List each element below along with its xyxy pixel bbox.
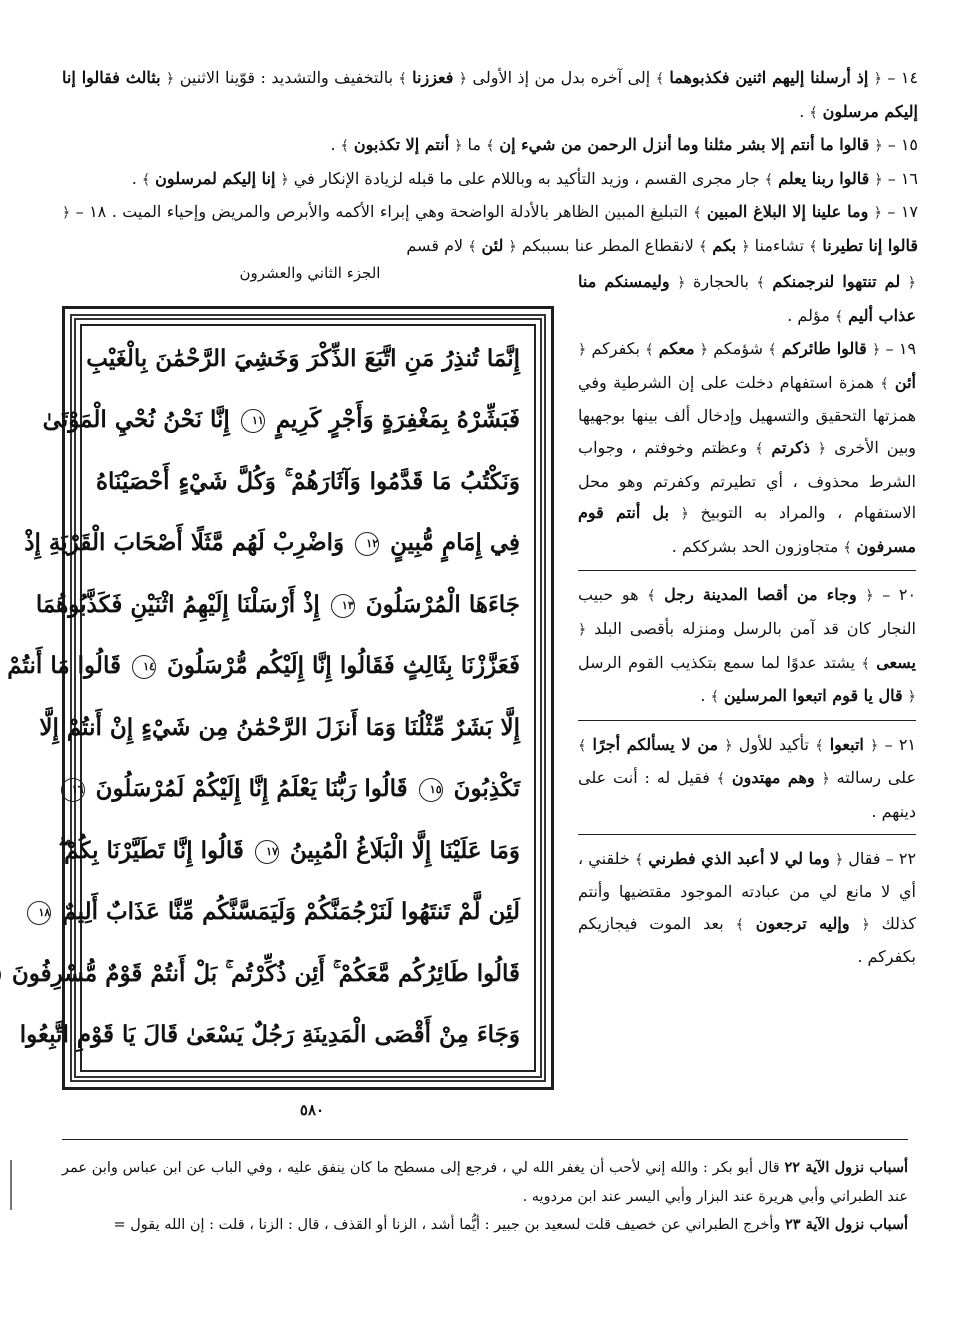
commentary-verse-14: ١٤ – ﴿ إذ أرسلنا إليهم اثنين فكذبوهما ﴾ إلى آخره بدل من إذ الأولى ﴿ فعززنا ﴾ بالتخفيف والتشديد : قوّينا الاثنين ﴿ بثالث فقالوا إنا إليكم مرسلون ﴾ . xyxy=(62,68,919,121)
quran-line: وَجَاءَ مِنْ أَقْصَى الْمَدِينَةِ رَجُلٌ يَسْعَىٰ قَالَ يَا قَوْمِ اتَّبِعُوا xyxy=(19,1020,520,1048)
quran-quote: وما لي لا أعبد الذي فطرني xyxy=(648,848,830,868)
footnotes xyxy=(62,1154,908,1240)
footnote-verse-23: أسباب نزول الآية ٢٣ وأخرج الطبراني عن خصيف قلت لسعيد بن جبير : أيُّما أشد ، الزنا أو القذف ، قال : الزنا ، قلت : إن الله يقول = xyxy=(113,1216,908,1233)
quran-quote: إذ أرسلنا إليهم اثنين فكذبوهما xyxy=(669,68,869,87)
quran-line: إِنَّمَا تُنذِرُ مَنِ اتَّبَعَ الذِّكْرَ وَخَشِيَ الرَّحْمَٰنَ بِالْغَيْبِ xyxy=(86,345,520,372)
commentary-verse-16: ١٦ – ﴿ قالوا ربنا يعلم ﴾ جار مجرى القسم ، وزيد التأكيد به وباللام على ما قبله لزيادة الإنكار في ﴿ إنا إليكم لمرسلون ﴾ . xyxy=(131,168,918,188)
quran-line: فَبَشِّرْهُ بِمَغْفِرَةٍ وَأَجْرٍ كَرِيمٍ ١١ إِنَّا نَحْنُ نُحْيِ الْمَوْتَىٰ xyxy=(42,406,520,434)
margin-mark xyxy=(10,1160,12,1210)
quran-quote: بثالث فقالوا إنا إليكم مرسلون xyxy=(62,68,918,121)
quran-quote: وما علينا إلا البلاغ المبين xyxy=(706,202,869,221)
side-commentary xyxy=(578,266,916,973)
quran-quote: يسعى xyxy=(876,652,916,672)
quran-frame-border xyxy=(7,314,546,1082)
verse-number-marker: ١٥ xyxy=(419,778,443,802)
quran-frame xyxy=(7,306,554,1090)
quran-quote: بل أنتم قوم مسرفون xyxy=(578,503,916,556)
quran-quote: قالوا إنا تطيرنا xyxy=(822,235,918,255)
footnote-label: أسباب نزول الآية ٢٣ xyxy=(784,1216,908,1233)
quran-quote: إنا إليكم لمرسلون xyxy=(155,168,276,188)
quran-line: وَنَكْتُبُ مَا قَدَّمُوا وَآثَارَهُمْ ۚ وَكُلَّ شَيْءٍ أَحْصَيْنَاهُ xyxy=(96,467,520,495)
quran-line: وَمَا عَلَيْنَا إِلَّا الْبَلَاغُ الْمُبِينُ ١٧ قَالُوا إِنَّا تَطَيَّرْنَا بِكُمْ ۖ xyxy=(58,836,520,864)
verse-number-marker: ١٧ xyxy=(255,840,279,864)
quran-quote: من لا يسألكم أجرًا xyxy=(592,734,719,754)
commentary-verse-21: ٢١ – ﴿ اتبعوا ﴾ تأكيد للأول ﴿ من لا يسألكم أجرًا ﴾ على رسالته ﴿ وهم مهتدون ﴾ فقيل له : أنت على دينهم . xyxy=(578,734,917,821)
quran-line: فَعَزَّزْنَا بِثَالِثٍ فَقَالُوا إِنَّا إِلَيْكُم مُّرْسَلُونَ ١٤ قَالُوا مَا أَنتُمْ xyxy=(7,652,520,680)
quran-text-block xyxy=(7,324,536,1072)
quran-quote: بكم xyxy=(712,235,737,255)
quran-line: تَكْذِبُونَ ١٥ قَالُوا رَبُّنَا يَعْلَمُ إِنَّا إِلَيْكُمْ لَمُرْسَلُونَ ١٦ xyxy=(96,772,520,806)
quran-line: قَالُوا طَائِرُكُم مَّعَكُمْ ۚ أَئِن ذُكِّرْتُم ۚ بَلْ أَنتُمْ قَوْمٌ مُّسْرِفُونَ xyxy=(96,957,520,991)
verse-number-marker: ١٤ xyxy=(132,655,156,679)
footnote-divider xyxy=(62,1139,908,1140)
quran-line: لَئِن لَّمْ تَنتَهُوا لَنَرْجُمَنَّكُمْ وَلَيَمَسَّنَّكُم مِّنَّا عَذَابٌ أَلِيمٌ ١٨ xyxy=(96,895,520,929)
quran-quote: وجاء من أقصا المدينة رجل xyxy=(664,585,857,605)
quran-quote: وليمسنكم منا عذاب أليم xyxy=(578,272,916,325)
quran-quote: معكم xyxy=(658,339,695,359)
quran-quote: لم تنتهوا لنرجمنكم xyxy=(772,272,901,291)
verse-number-marker: ١٦ xyxy=(61,778,85,802)
quran-quote: اتبعوا xyxy=(829,734,864,754)
quran-quote: فعززنا xyxy=(412,68,454,87)
commentary-verse-17-18: ١٧ – ﴿ وما علينا إلا البلاغ المبين ﴾ التبليغ المبين الظاهر بالأدلة الواضحة وهي إبراء الأكمه والأبرص والمريض وإحياء الميت . ١٨ – ﴿ قالوا إنا تطيرنا ﴾ تشاءمنا ﴿ بكم ﴾ لانقطاع المطر عنا بسببكم ﴿ لئن ﴾ لام قسم xyxy=(62,202,919,255)
divider xyxy=(578,570,916,571)
quran-quote: أنتم إلا تكذبون xyxy=(353,135,450,154)
footnote-verse-22: أسباب نزول الآية ٢٢ قال أبو بكر : والله إني لأحب أن يغفر الله لي ، فرجع إلى مسطح ما كان ينفق عليه ، وفي الباب عن ابن عباس وابن عمر عند الطبراني وأبي هريرة عند البزار وأبي اليسر عند ابن مردويه . xyxy=(62,1159,908,1205)
top-commentary xyxy=(62,62,918,263)
commentary-verse-19: ١٩ – ﴿ قالوا طائركم ﴾ شؤمكم ﴿ معكم ﴾ بكفركم ﴿ أئن ﴾ همزة استفهام دخلت على إن الشرطية وفي همزتها التحقيق والتسهيل وإدخال ألف بينها بوجهيها وبين الأخرى ﴿ ذكرتم ﴾ وعظتم وخوفتم ، وجواب الشرط محذوف ، أي تطيرتم وكفرتم وهو محل الاستفهام ، والمراد به التوبيخ ﴿ بل أنتم قوم مسرفون ﴾ متجاوزون الحد بشرككم . xyxy=(578,339,917,556)
verse-number-marker: ١٢ xyxy=(355,532,379,556)
quran-line: فِي إِمَامٍ مُّبِينٍ ١٢ وَاضْرِبْ لَهُم مَّثَلًا أَصْحَابَ الْقَرْيَةِ إِذْ xyxy=(24,529,520,557)
commentary-verse-22: ٢٢ – فقال ﴿ وما لي لا أعبد الذي فطرني ﴾ خلقني ، أي لا مانع لي من عبادته الموجود مقتضيها وأنتم كذلك ﴿ وإليه ترجعون ﴾ بعد الموت فيجازيكم بكفركم . xyxy=(578,848,917,967)
divider xyxy=(578,834,916,835)
quran-quote: قال يا قوم اتبعوا المرسلين xyxy=(723,686,903,706)
commentary-verse-15: ١٥ – ﴿ قالوا ما أنتم إلا بشر مثلنا وما أنزل الرحمن من شيء إن ﴾ ما ﴿ أنتم إلا تكذبون ﴾ . xyxy=(330,135,918,154)
quran-quote: لئن xyxy=(481,235,504,255)
quran-quote: قالوا طائركم xyxy=(781,339,867,359)
quran-quote: ذكرتم xyxy=(771,437,810,457)
page-number: ٥٨٠ xyxy=(299,1101,325,1119)
footnote-label: أسباب نزول الآية ٢٢ xyxy=(784,1159,908,1176)
quran-quote: وإليه ترجعون xyxy=(755,913,850,933)
verse-number-marker: ١٣ xyxy=(331,594,355,618)
quran-quote: وهم مهتدون xyxy=(731,768,815,788)
quran-quote: قالوا ما أنتم إلا بشر مثلنا وما أنزل الرحمن من شيء إن xyxy=(499,135,870,154)
juz-title: الجزء الثاني والعشرون xyxy=(239,264,381,282)
quran-quote: قالوا ربنا يعلم xyxy=(778,168,870,188)
quran-line: جَاءَهَا الْمُرْسَلُونَ ١٣ إِذْ أَرْسَلْنَا إِلَيْهِمُ اثْنَيْنِ فَكَذَّبُوهُمَا xyxy=(35,590,520,618)
quran-quote: أئن xyxy=(894,372,916,392)
verse-number-marker xyxy=(0,963,1,987)
commentary-verse-18-cont: ﴿ لم تنتهوا لنرجمنكم ﴾ بالحجارة ﴿ وليمسنكم منا عذاب أليم ﴾ مؤلم . xyxy=(578,272,916,325)
verse-number-marker: ١٨ xyxy=(27,901,51,925)
divider xyxy=(578,720,916,721)
quran-line: إِلَّا بَشَرٌ مِّثْلُنَا وَمَا أَنزَلَ الرَّحْمَٰنُ مِن شَيْءٍ إِنْ أَنتُمْ إِلَّا xyxy=(39,713,520,741)
commentary-verse-20: ٢٠ – ﴿ وجاء من أقصا المدينة رجل ﴾ هو حبيب النجار كان قد آمن بالرسل ومنزله بأقصى البلد ﴿ يسعى ﴾ يشتد عدوًا لما سمع بتكذيب القوم الرسل ﴿ قال يا قوم اتبعوا المرسلين ﴾ . xyxy=(578,585,917,706)
verse-number-marker: ١١ xyxy=(241,409,265,433)
